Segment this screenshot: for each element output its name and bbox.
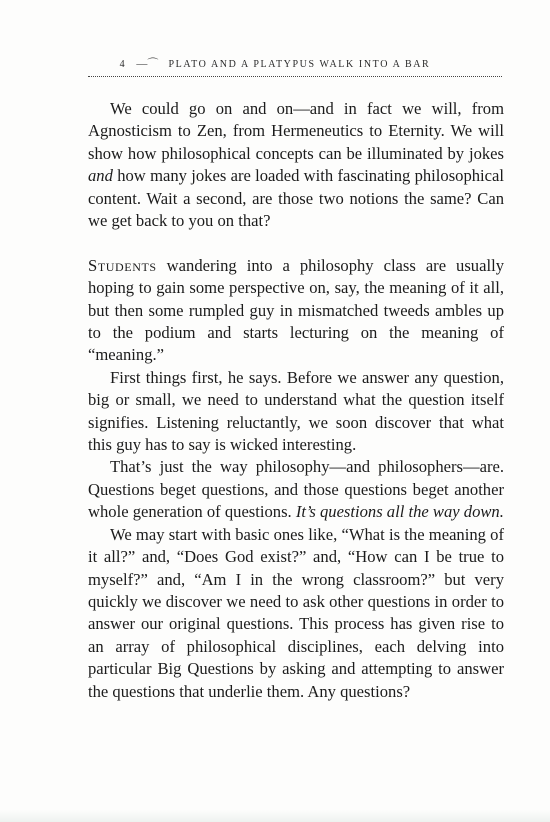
paragraph-4: That’s just the way philosophy—and philosophers—are. Questions beget questions, and those questions beget another whole generation of questions. It’s questions all the way down.	[88, 457, 504, 522]
emphasis-questions-all-the-way-down: It’s questions all the way down.	[295, 502, 504, 522]
ornament-glyph: —⌒	[136, 58, 159, 70]
dotted-rule	[88, 76, 502, 77]
emphasis-and: and	[88, 166, 113, 186]
page-bottom-edge	[0, 810, 550, 822]
paragraph-1: We could go on and on—and in fact we will, from Agnosticism to Zen, from Hermeneutics to Eternity. We will show how philosophical concepts can be illuminated by jokes and how many jokes are loaded with fascinating philosophical content. Wait a second, are those two notions the same? Can we get back to you on that?	[88, 99, 504, 231]
page-number: 4	[119, 59, 127, 70]
section-lead-word: Students	[88, 255, 157, 275]
running-head	[0, 55, 550, 71]
running-title: PLATO AND A PLATYPUS WALK INTO A BAR	[168, 59, 431, 70]
paragraph-3: First things first, he says. Before we answer any question, big or small, we need to understand what the question itself signifies. Listening reluctantly, we soon discover that what this guy has to say is wicked interesting.	[88, 367, 504, 455]
body-text	[88, 98, 504, 703]
paragraph-2: Students wandering into a philosophy class are usually hoping to gain some perspective on, say, the meaning of it all, but then some rumpled guy in mismatched tweeds ambles up to the podium and starts lecturing on the meaning of “meaning.”	[88, 255, 504, 365]
paragraph-5: We may start with basic ones like, “What is the meaning of it all?” and, “Does God exist?” and, “How can I be true to myself?” and, “Am I in the wrong classroom?” but very quickly we discover we need to ask other questions in order to answer our original questions. This process has given rise to an array of philosophical disciplines, each delving into particular Big Questions by asking and attempting to answer the questions that underlie them. Any questions?	[88, 524, 504, 701]
